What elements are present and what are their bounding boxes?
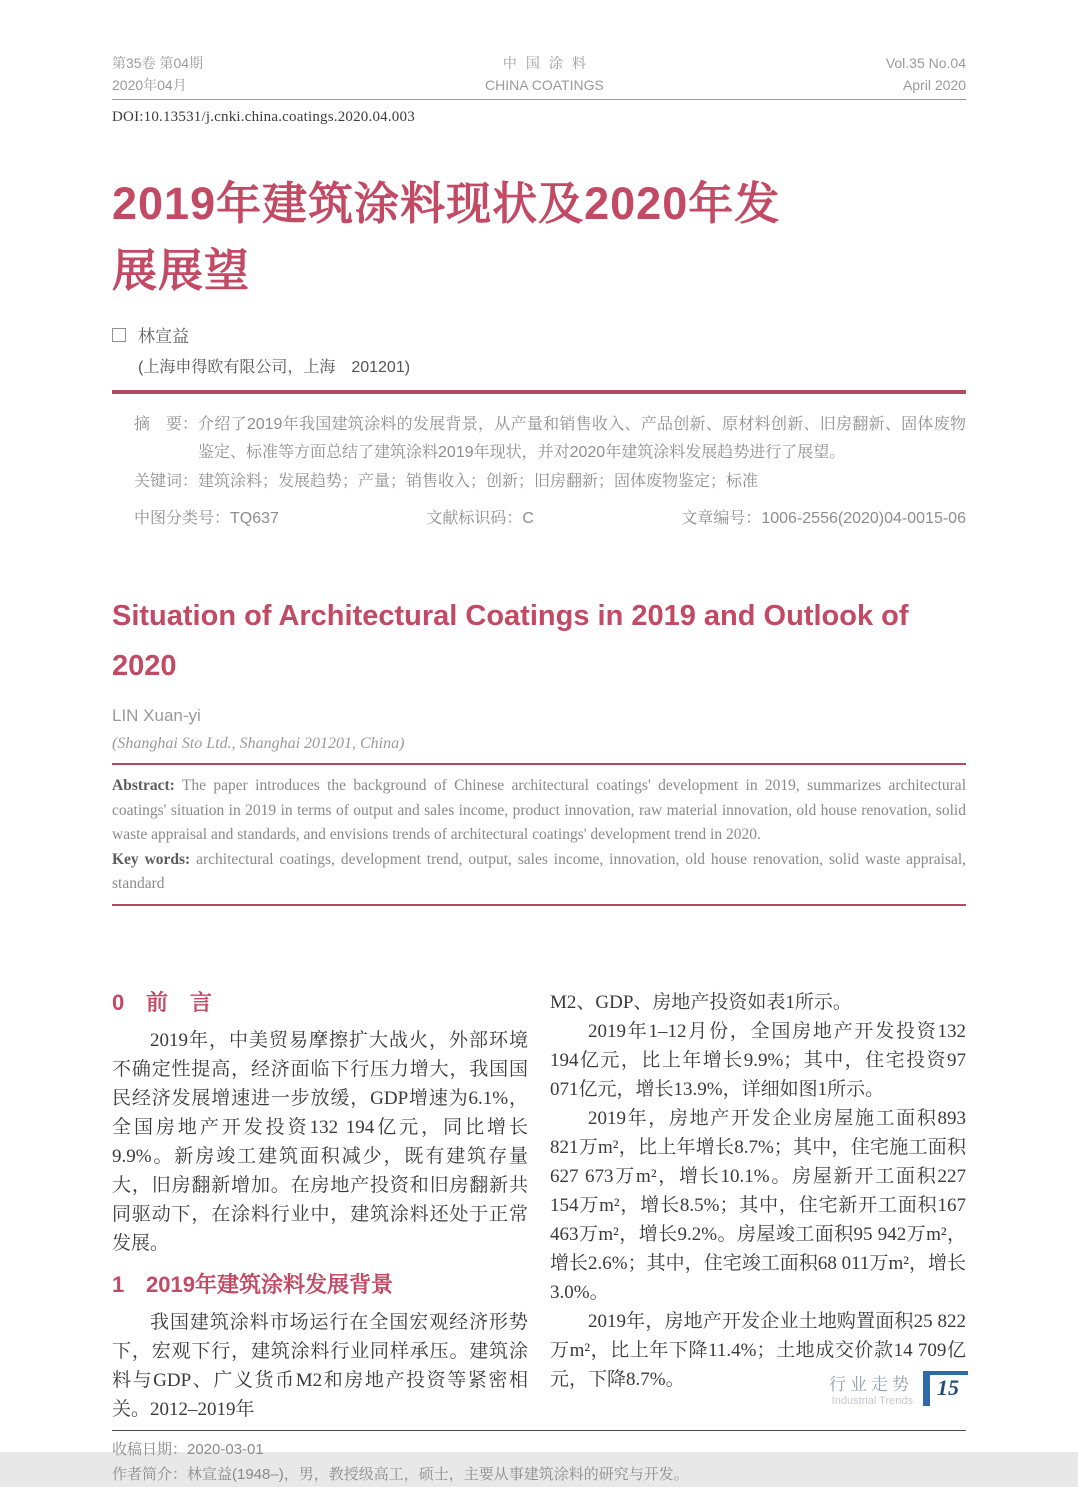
keywords-label-cn: 关键词： <box>134 473 199 490</box>
author-marker-icon <box>112 328 126 342</box>
author-bio: 作者简介：林宣益(1948–)，男，教授级高工，硕士，主要从事建筑涂料的研究与开发。 <box>112 1465 689 1483</box>
abstract-block-cn <box>112 411 966 533</box>
abstract-label-en: Abstract: <box>112 777 175 794</box>
title-rule <box>112 390 966 394</box>
footer-column-name <box>829 1375 913 1408</box>
journal-header <box>112 52 966 96</box>
affiliation-cn: (上海申得欧有限公司，上海 201201) <box>138 359 411 376</box>
received-date: 收稿日期：2020-03-01 <box>112 1440 264 1458</box>
footnotes <box>112 1437 966 1487</box>
abstract-bottom-rule <box>112 904 966 906</box>
article-id: 文章编号：1006-2556(2020)04-0015-06 <box>681 510 966 527</box>
section-1-heading <box>112 1270 528 1300</box>
article-title-cn: 2019年建筑涂料现状及2020年发展展望 <box>112 178 781 296</box>
right-paragraph-4: 2019年，房地产开发企业土地购置面积25 822万m²，比上年下降11.4%；土地成交价款14 709亿元，下降8.7%。 <box>550 1310 966 1390</box>
author-name-cn: 林宣益 <box>138 327 189 346</box>
header-center <box>485 52 604 96</box>
footnote-divider <box>112 1430 966 1431</box>
date-cn: 2020年04月 <box>112 77 187 93</box>
journal-name-en: CHINA COATINGS <box>485 77 604 93</box>
keywords-text-cn: 建筑涂料；发展趋势；产量；销售收入；创新；旧房翻新；固体废物鉴定；标准 <box>198 473 759 490</box>
abstract-en <box>112 777 966 843</box>
section-1-paragraph: 我国建筑涂料市场运行在全国宏观经济形势下，宏观下行，建筑涂料行业同样承压。建筑涂料与GDP、广义货币M2和房地产投资等紧密相关。2012–2019年 <box>112 1311 528 1420</box>
header-left <box>112 52 203 96</box>
abstract-label-cn: 摘 要： <box>134 416 199 433</box>
keywords-text-en: architectural coatings, development trend, output, sales income, innovation, old house renovation, solid waste appraisal, standard <box>112 850 966 892</box>
section-0-paragraph: 2019年，中美贸易摩擦扩大战火，外部环境不确定性提高，经济面临下行压力增大，我国国民经济发展增速进一步放缓，GDP增速为6.1%，全国房地产开发投资132 194亿元，同比增长9.9%。新房竣工建筑面积减少，既有建筑存量大，旧房翻新增加。在房地产投资和旧房翻新共同驱动下，在涂料行业中，建筑涂料还处于正常发展。 <box>112 1029 528 1254</box>
date-en: April 2020 <box>902 77 966 93</box>
volume-issue-cn: 第35卷 第04期 <box>112 55 204 71</box>
affiliation-en: (Shanghai Sto Ltd., Shanghai 201201, China) <box>112 735 405 752</box>
right-column <box>550 988 966 1424</box>
section-1-title: 2019年建筑涂料发展背景 <box>146 1271 393 1297</box>
abstract-cn <box>134 411 966 467</box>
section-0-number: 0 <box>112 989 125 1015</box>
clc-number: 中图分类号：TQ637 <box>134 510 279 527</box>
author-name-en: LIN Xuan-yi <box>112 706 201 725</box>
abstract-block-en <box>112 774 966 897</box>
keywords-en <box>112 851 966 893</box>
abstract-top-rule <box>112 763 966 765</box>
header-divider <box>112 99 966 100</box>
keywords-cn <box>134 468 966 496</box>
classification-row <box>134 505 966 533</box>
header-right <box>886 52 966 96</box>
right-paragraph-3: 2019年，房地产开发企业房屋施工面积893 821万m²，比上年增长8.7%；其中，住宅施工面积627 673万m²，增长10.1%。房屋新开工面积227 154万m²，增长8.5%；其中，住宅新开工面积167 463万m²，增长9.2%。房屋竣工面积95 942万m²，增长2.6%；其中，住宅竣工面积68 011万m²，增长3.0%。 <box>550 1107 966 1303</box>
article-title-en: Situation of Architectural Coatings in 2019 and Outlook of 2020 <box>112 600 909 682</box>
left-column <box>112 988 528 1424</box>
section-0-heading <box>112 988 528 1018</box>
journal-name-cn: 中国涂料 <box>502 55 595 71</box>
footer-column-cn: 行业走势 <box>829 1375 913 1394</box>
abstract-text-cn: 介绍了2019年我国建筑涂料的发展背景，从产量和销售收入、产品创新、原材料创新、旧房翻新、固体废物鉴定、标准等方面总结了建筑涂料2019年现状，并对2020年建筑涂料发展趋势进行了展望。 <box>198 416 966 461</box>
author-row <box>112 322 966 347</box>
doi: DOI:10.13531/j.cnki.china.coatings.2020.04.003 <box>112 109 415 125</box>
abstract-text-en: The paper introduces the background of Chinese architectural coatings' development in 2019, summarizes architectural coatings' situation in 2019 in terms of output and sales income, product innovation, raw material innovation, old house renovation, solid waste appraisal and standards, and envisions trends of architectural coatings' development trend in 2020. <box>112 777 966 843</box>
document-code: 文献标识码：C <box>426 510 534 527</box>
footer-brand <box>829 1371 968 1408</box>
article-body <box>112 988 966 1424</box>
right-paragraph-1: M2、GDP、房地产投资如表1所示。 <box>550 991 852 1013</box>
volume-issue-en: Vol.35 No.04 <box>885 55 966 71</box>
section-0-title: 前 言 <box>146 989 213 1015</box>
page-number: 15 <box>923 1371 968 1406</box>
section-1-number: 1 <box>112 1271 125 1297</box>
right-paragraph-2: 2019年1–12月份，全国房地产开发投资132 194亿元，比上年增长9.9%；其中，住宅投资97 071亿元，增长13.9%，详细如图1所示。 <box>550 1020 966 1100</box>
keywords-label-en: Key words: <box>112 850 191 868</box>
footer-column-en: Industrial Trends <box>831 1395 913 1407</box>
